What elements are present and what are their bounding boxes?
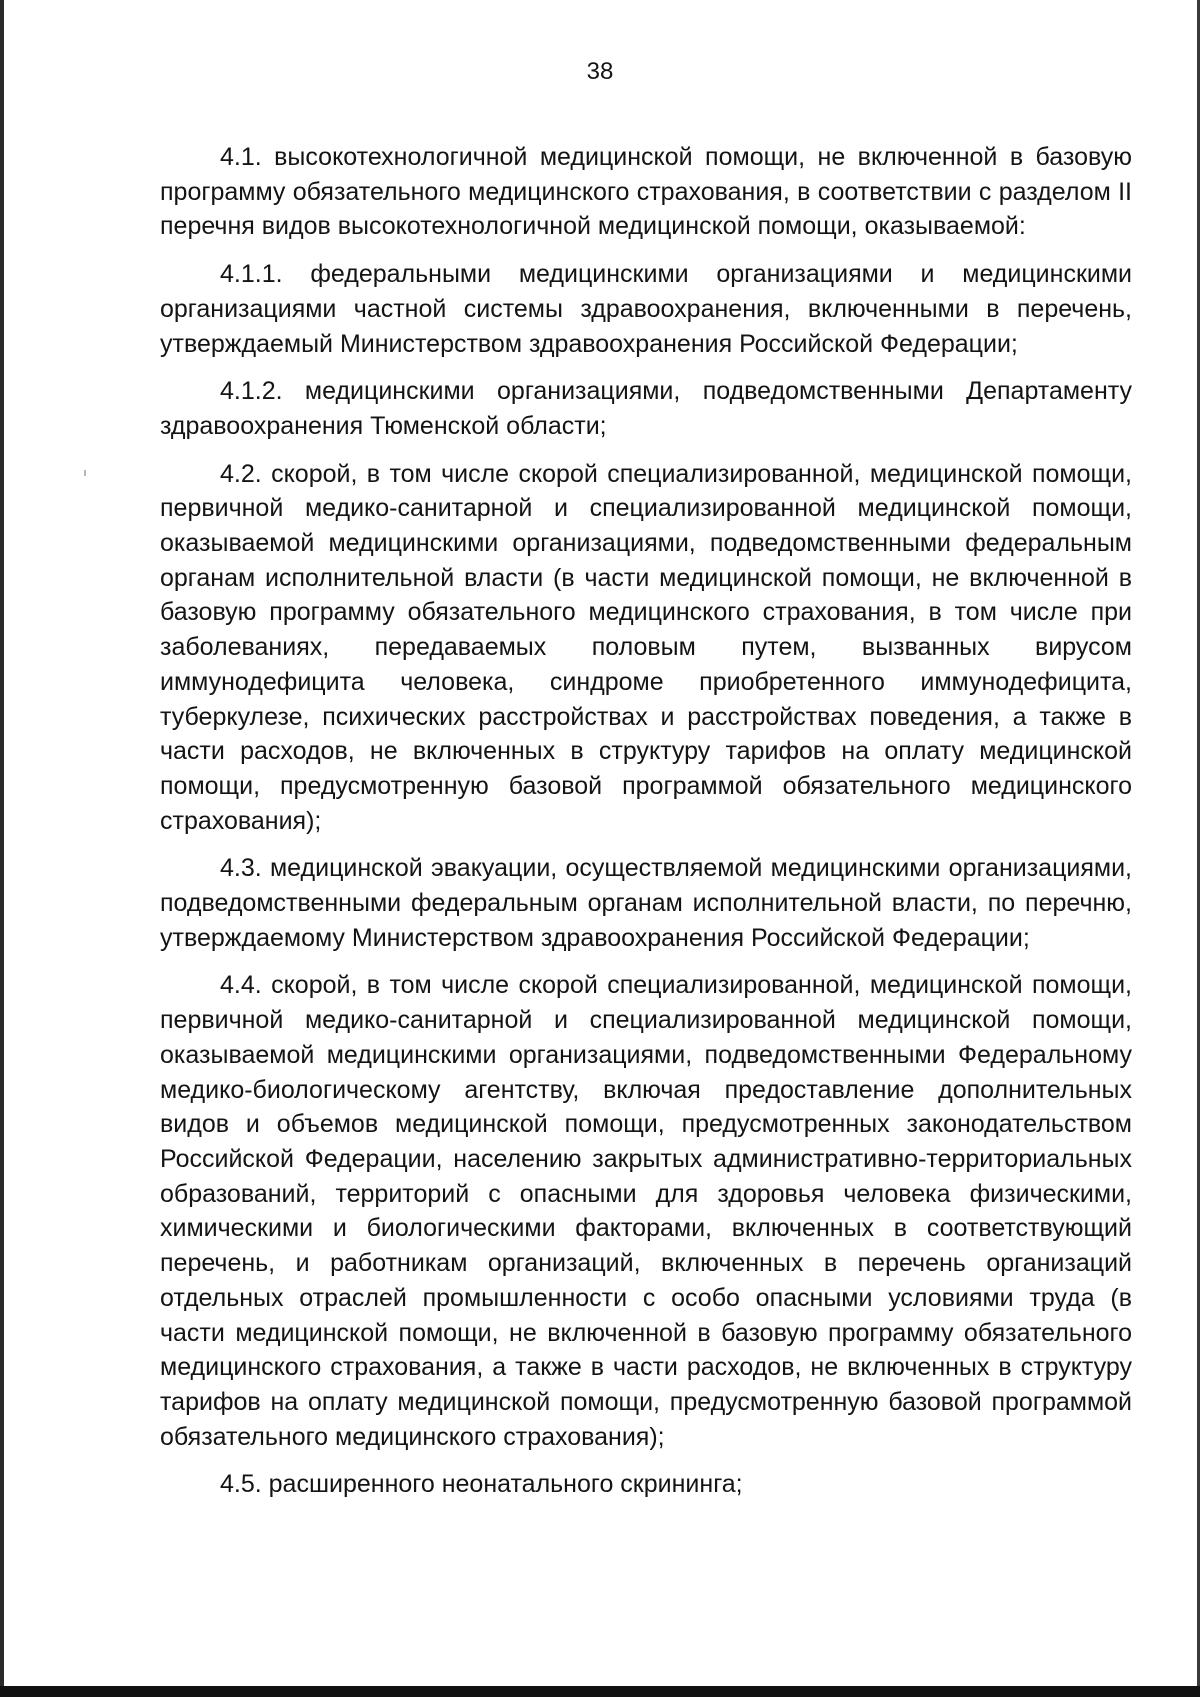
document-body xyxy=(160,140,1132,1515)
paragraph-4-5: 4.5. расширенного неонатального скрининга; xyxy=(220,1470,743,1499)
paragraph-4-3: 4.3. медицинской эвакуации, осуществляемой медицинскими организациями, подведомственными федеральным органам исполнительной власти, по перечню, утверждаемому Министерством здравоохранения Российской Федерации; xyxy=(160,854,1132,952)
paragraph-4-1-1: 4.1.1. федеральными медицинскими организациями и медицинскими организациями частной системы здравоохранения, включенными в перечень, утверждаемый Министерством здравоохранения Российской Федерации; xyxy=(160,260,1132,358)
paragraph-4-2: 4.2. скорой, в том числе скорой специализированной, медицинской помощи, первичной медико-санитарной и специализированной медицинской помощи, оказываемой медицинскими организациями, подведомственными федеральным органам исполнительной власти (в части медицинской помощи, не включенной в базовую программу обязательного медицинского страхования, в том числе при заболеваниях, передаваемых половым путем, вызванных вирусом иммунодефицита человека, синдроме приобретенного иммунодефицита, туберкулезе, психических расстройствах и расстройствах поведения, а также в части расходов, не включенных в структуру тарифов на оплату медицинской помощи, предусмотренную базовой программой обязательного медицинского страхования); xyxy=(160,459,1132,835)
paragraph-4-1-2: 4.1.2. медицинскими организациями, подведомственными Департаменту здравоохранения Тюменской области; xyxy=(160,377,1132,440)
page-number: 38 xyxy=(586,58,614,85)
scan-bottom-border xyxy=(0,1686,1200,1697)
scan-speck xyxy=(84,470,86,476)
paragraph-4-1: 4.1. высокотехнологичной медицинской помощи, не включенной в базовую программу обязательного медицинского страхования, в соответствии с разделом II перечня видов высокотехнологичной медицинской помощи, оказываемой: xyxy=(160,143,1132,241)
scan-left-border xyxy=(0,0,4,1697)
paragraph-4-4: 4.4. скорой, в том числе скорой специализированной, медицинской помощи, первичной медико-санитарной и специализированной медицинской помощи, оказываемой медицинскими организациями, подведомственными Федеральному медико-биологическому агентству, включая предоставление дополнительных видов и объемов медицинской помощи, предусмотренных законодательством Российской Федерации, населению закрытых административно-территориальных образований, территорий с опасными для здоровья человека физическими, химическими и биологическими факторами, включенных в соответствующий перечень, и работникам организаций, включенных в перечень организаций отдельных отраслей промышленности с особо опасными условиями труда (в части медицинской помощи, не включенной в базовую программу обязательного медицинского страхования, а также в части расходов, не включенных в структуру тарифов на оплату медицинской помощи, предусмотренную базовой программой обязательного медицинского страхования); xyxy=(160,971,1132,1451)
